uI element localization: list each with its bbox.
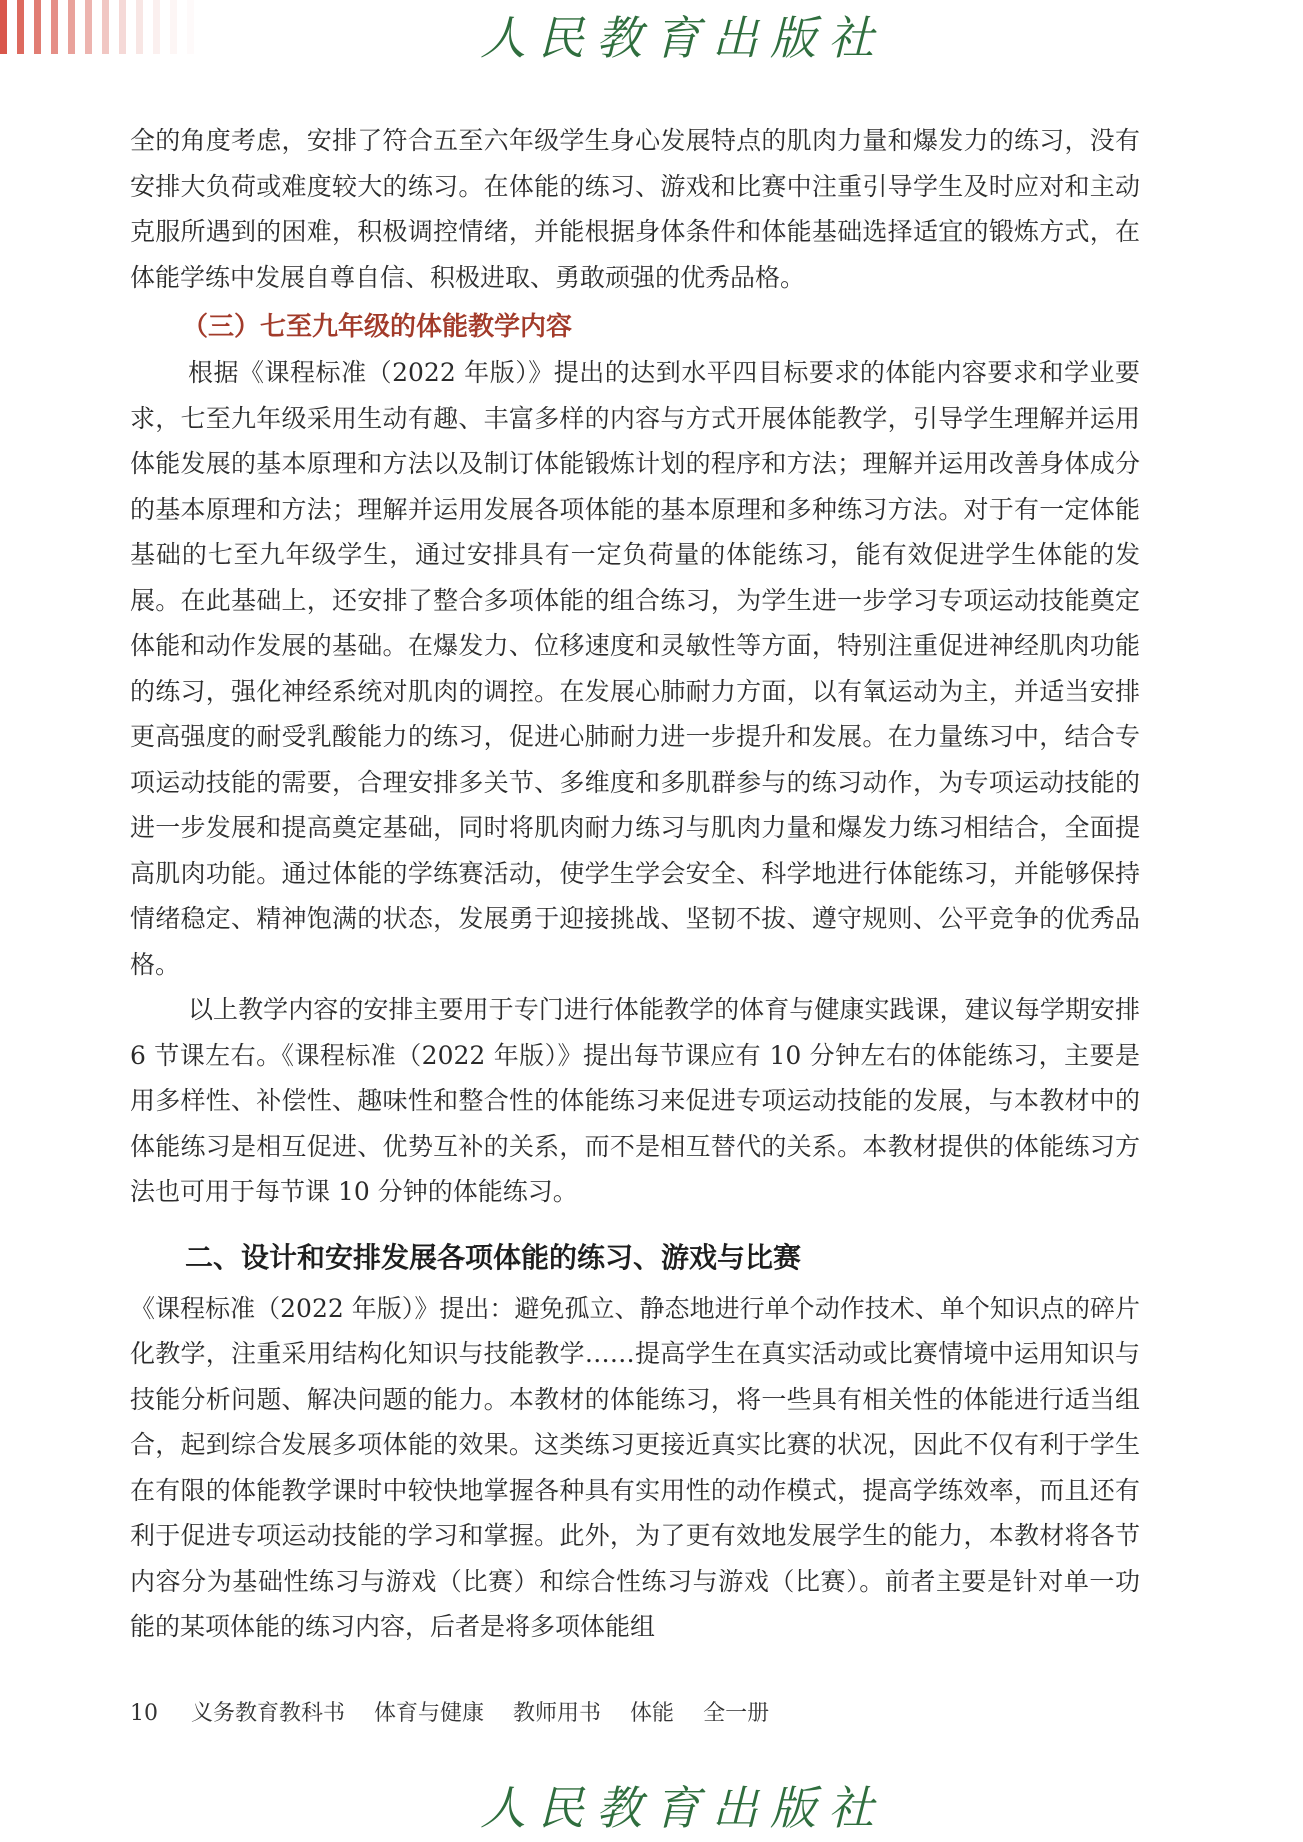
header-stripe: [17, 0, 24, 54]
header-stripe: [170, 0, 177, 54]
header-stripe: [51, 0, 58, 54]
page-number: 10: [130, 1701, 158, 1726]
header-stripe: [119, 0, 126, 54]
header-stripes: [0, 0, 260, 54]
header-stripe: [0, 0, 7, 54]
publisher-logo-bottom: 人民教育出版社: [480, 1781, 886, 1835]
paragraph-1: 全的角度考虑，安排了符合五至六年级学生身心发展特点的肌肉力量和爆发力的练习，没有安排大负荷或难度较大的练习。在体能的练习、游戏和比赛中注重引导学生及时应对和主动克服所遇到的困难，积极调控情绪，并能根据身体条件和体能基础选择适宜的锻炼方式，在体能学练中发展自尊自信、积极进取、勇敢顽强的优秀品格。: [130, 126, 1140, 292]
paragraph-4: 《课程标准（2022 年版）》提出：避免孤立、静态地进行单个动作技术、单个知识点的碎片化教学，注重采用结构化知识与技能教学……提高学生在真实活动或比赛情境中运用知识与技能分析问题、解决问题的能力。本教材的体能练习，将一些具有相关性的体能进行适当组合，起到综合发展多项体能的效果。这类练习更接近真实比赛的状况，因此不仅有利于学生在有限的体能教学课时中较快地掌握各种具有实用性的动作模式，提高学练效率，而且还有利于促进专项运动技能的学习和掌握。此外，为了更有效地发展学生的能力，本教材将各节内容分为基础性练习与游戏（比赛）和综合性练习与游戏（比赛）。前者主要是针对单一功能的某项体能的练习内容，后者是将多项体能组: [130, 1293, 1140, 1641]
header-stripe: [153, 0, 160, 54]
paragraph-2: 根据《课程标准（2022 年版）》提出的达到水平四目标要求的体能内容要求和学业要求，七至九年级采用生动有趣、丰富多样的内容与方式开展体能教学，引导学生理解并运用体能发展的基本原理和方法以及制订体能锻炼计划的程序和方法；理解并运用改善身体成分的基本原理和方法；理解并运用发展各项体能的基本原理和多种练习方法。对于有一定体能基础的七至九年级学生，通过安排具有一定负荷量的体能练习，能有效促进学生体能的发展。在此基础上，还安排了整合多项体能的组合练习，为学生进一步学习专项运动技能奠定体能和动作发展的基础。在爆发力、位移速度和灵敏性等方面，特别注重促进神经肌肉功能的练习，强化神经系统对肌肉的调控。在发展心肺耐力方面，以有氧运动为主，并适当安排更高强度的耐受乳酸能力的练习，促进心肺耐力进一步提升和发展。在力量练习中，结合专项运动技能的需要，合理安排多关节、多维度和多肌群参与的练习动作，为专项运动技能的进一步发展和提高奠定基础，同时将肌肉耐力练习与肌肉力量和爆发力练习相结合，全面提高肌肉功能。通过体能的学练赛活动，使学生学会安全、科学地进行体能练习，并能够保持情绪稳定、精神饱满的状态，发展勇于迎接挑战、坚韧不拔、遵守规则、公平竞争的优秀品格。: [130, 358, 1140, 979]
paragraph-3: 以上教学内容的安排主要用于专门进行体能教学的体育与健康实践课，建议每学期安排 6 节课左右。《课程标准（2022 年版）》提出每节课应有 10 分钟左右的体能练习，主要是用多样性、补偿性、趣味性和整合性的体能练习来促进专项运动技能的发展，与本教材中的体能练习是相互促进、优势互补的关系，而不是相互替代的关系。本教材提供的体能练习方法也可用于每节课 10 分钟的体能练习。: [130, 995, 1140, 1206]
header-stripe: [187, 0, 194, 54]
footer-book-type: 教师用书: [513, 1701, 602, 1726]
header-stripe: [68, 0, 75, 54]
footer-series: 义务教育教科书: [191, 1701, 346, 1726]
header-stripe: [85, 0, 92, 54]
header-stripe: [102, 0, 109, 54]
footer-volume: 全一册: [703, 1701, 770, 1726]
footer-subject: 体育与健康: [374, 1701, 485, 1726]
header-stripe: [34, 0, 41, 54]
section-heading-3: （三）七至九年级的体能教学内容: [182, 312, 573, 342]
header-stripe: [136, 0, 143, 54]
publisher-logo-top: 人民教育出版社: [480, 11, 886, 65]
page-content: [130, 118, 1140, 1650]
page-footer: [130, 1696, 791, 1727]
section-heading-2: 二、设计和安排发展各项体能的练习、游戏与比赛: [185, 1240, 802, 1274]
footer-topic: 体能: [630, 1701, 675, 1726]
